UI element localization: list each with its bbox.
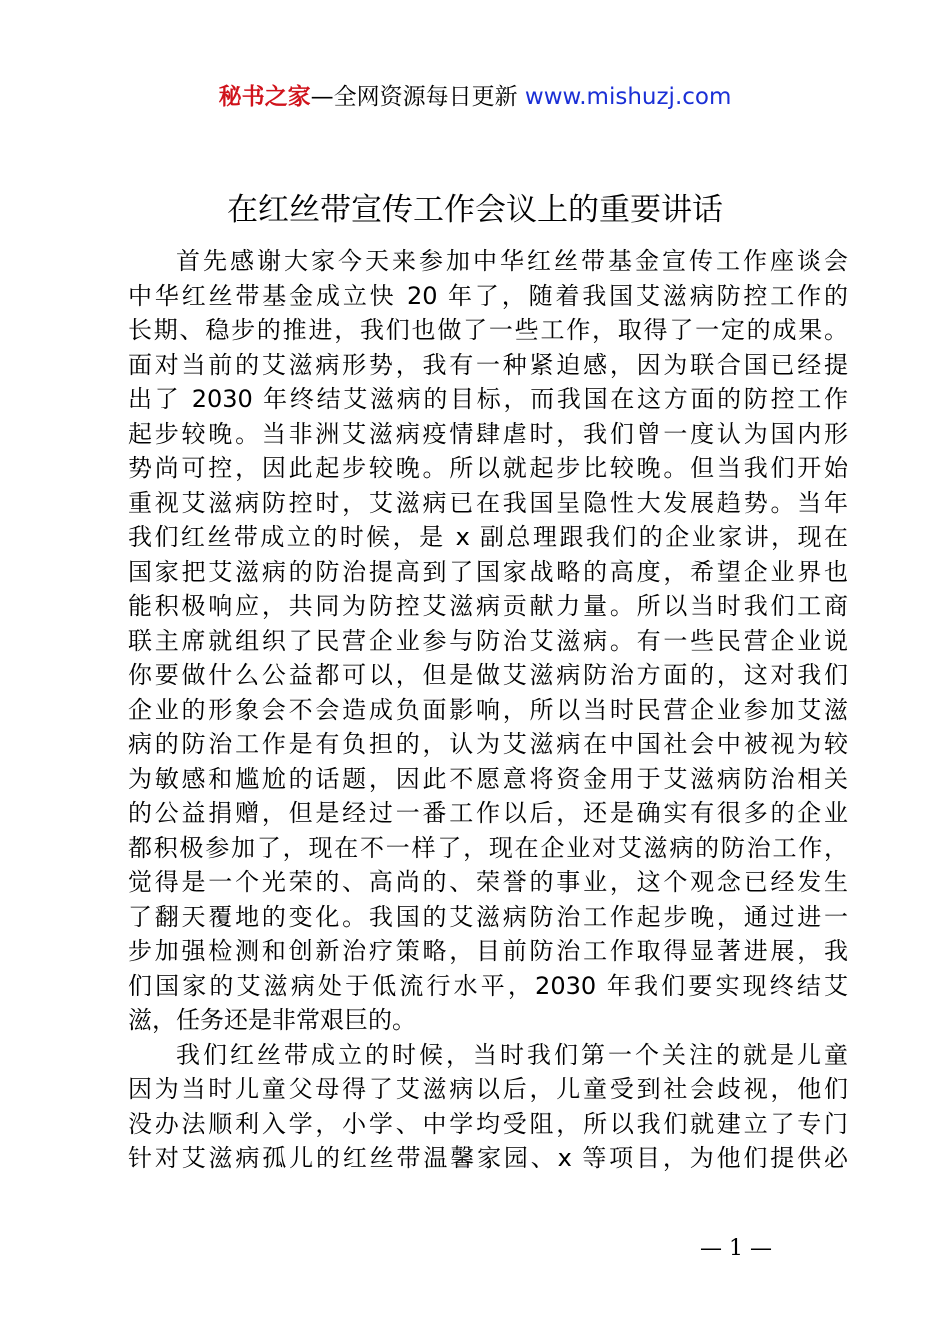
text-line: 联主席就组织了民营企业参与防治艾滋病。有一些民营企业说 <box>128 626 848 655</box>
document-title: 在红丝带宣传工作会议上的重要讲话 <box>227 192 723 228</box>
site-slogan: —全网资源每日更新 <box>310 84 525 110</box>
text-line: 企业的形象会不会造成负面影响，所以当时民营企业参加艾滋 <box>128 695 848 724</box>
page-number: — 1 — <box>700 1236 772 1261</box>
text-line: 步加强检测和创新治疗策略，目前防治工作取得显著进展，我 <box>128 937 848 965</box>
text-line: 长期、稳步的推进，我们也做了一些工作，取得了一定的成果。 <box>128 316 848 344</box>
text-line: 起步较晚。当非洲艾滋病疫情肆虐时，我们曾一度认为国内形 <box>128 419 848 448</box>
text-line: 了翻天覆地的变化。我国的艾滋病防治工作起步晚，通过进一 <box>128 902 848 931</box>
text-line: 国家把艾滋病的防治提高到了国家战略的高度，希望企业界也 <box>128 557 848 586</box>
site-url-link[interactable]: www.mishuzj.com <box>524 84 732 110</box>
text-line: 你要做什么公益都可以，但是做艾滋病防治方面的，这对我们 <box>128 661 848 689</box>
text-line: 出了 2030 年终结艾滋病的目标，而我国在这方面的防控工作 <box>128 385 848 413</box>
text-line: 首先感谢大家今天来参加中华红丝带基金宣传工作座谈会 <box>176 247 848 275</box>
site-brand-name: 秘书之家 <box>218 84 311 110</box>
text-line: 觉得是一个光荣的、高尚的、荣誉的事业，这个观念已经发生 <box>128 868 848 896</box>
text-line: 们国家的艾滋病处于低流行水平，2030 年我们要实现终结艾 <box>128 971 848 1000</box>
text-line: 能积极响应，共同为防控艾滋病贡献力量。所以当时我们工商 <box>128 592 848 620</box>
text-line: 的公益捐赠，但是经过一番工作以后，还是确实有很多的企业 <box>128 799 848 827</box>
text-line: 重视艾滋病防控时，艾滋病已在我国呈隐性大发展趋势。当年 <box>128 488 848 517</box>
paragraph <box>128 1038 848 1176</box>
text-line: 为敏感和尴尬的话题，因此不愿意将资金用于艾滋病防治相关 <box>128 764 848 793</box>
paragraph <box>128 244 848 1038</box>
text-line: 我们红丝带成立的时候，是 x 副总理跟我们的企业家讲，现在 <box>128 523 848 551</box>
text-line: 因为当时儿童父母得了艾滋病以后，儿童受到社会歧视，他们 <box>128 1075 848 1103</box>
document-body <box>128 244 848 1176</box>
text-line: 我们红丝带成立的时候，当时我们第一个关注的就是儿童 <box>176 1040 848 1069</box>
text-line: 病的防治工作是有负担的，认为艾滋病在中国社会中被视为较 <box>128 730 848 758</box>
text-line: 都积极参加了，现在不一样了，现在企业对艾滋病的防治工作， <box>128 833 848 862</box>
text-line: 中华红丝带基金成立快 20 年了，随着我国艾滋病防控工作的 <box>128 281 848 310</box>
text-line: 势尚可控，因此起步较晚。所以就起步比较晚。但当我们开始 <box>128 454 848 482</box>
text-line: 面对当前的艾滋病形势，我有一种紧迫感，因为联合国已经提 <box>128 350 848 379</box>
text-line: 滋，任务还是非常艰巨的。 <box>128 1006 416 1034</box>
site-banner <box>0 82 950 112</box>
text-line: 针对艾滋病孤儿的红丝带温馨家园、x 等项目，为他们提供必 <box>128 1144 848 1172</box>
text-line: 没办法顺利入学，小学、中学均受阻，所以我们就建立了专门 <box>128 1109 848 1138</box>
